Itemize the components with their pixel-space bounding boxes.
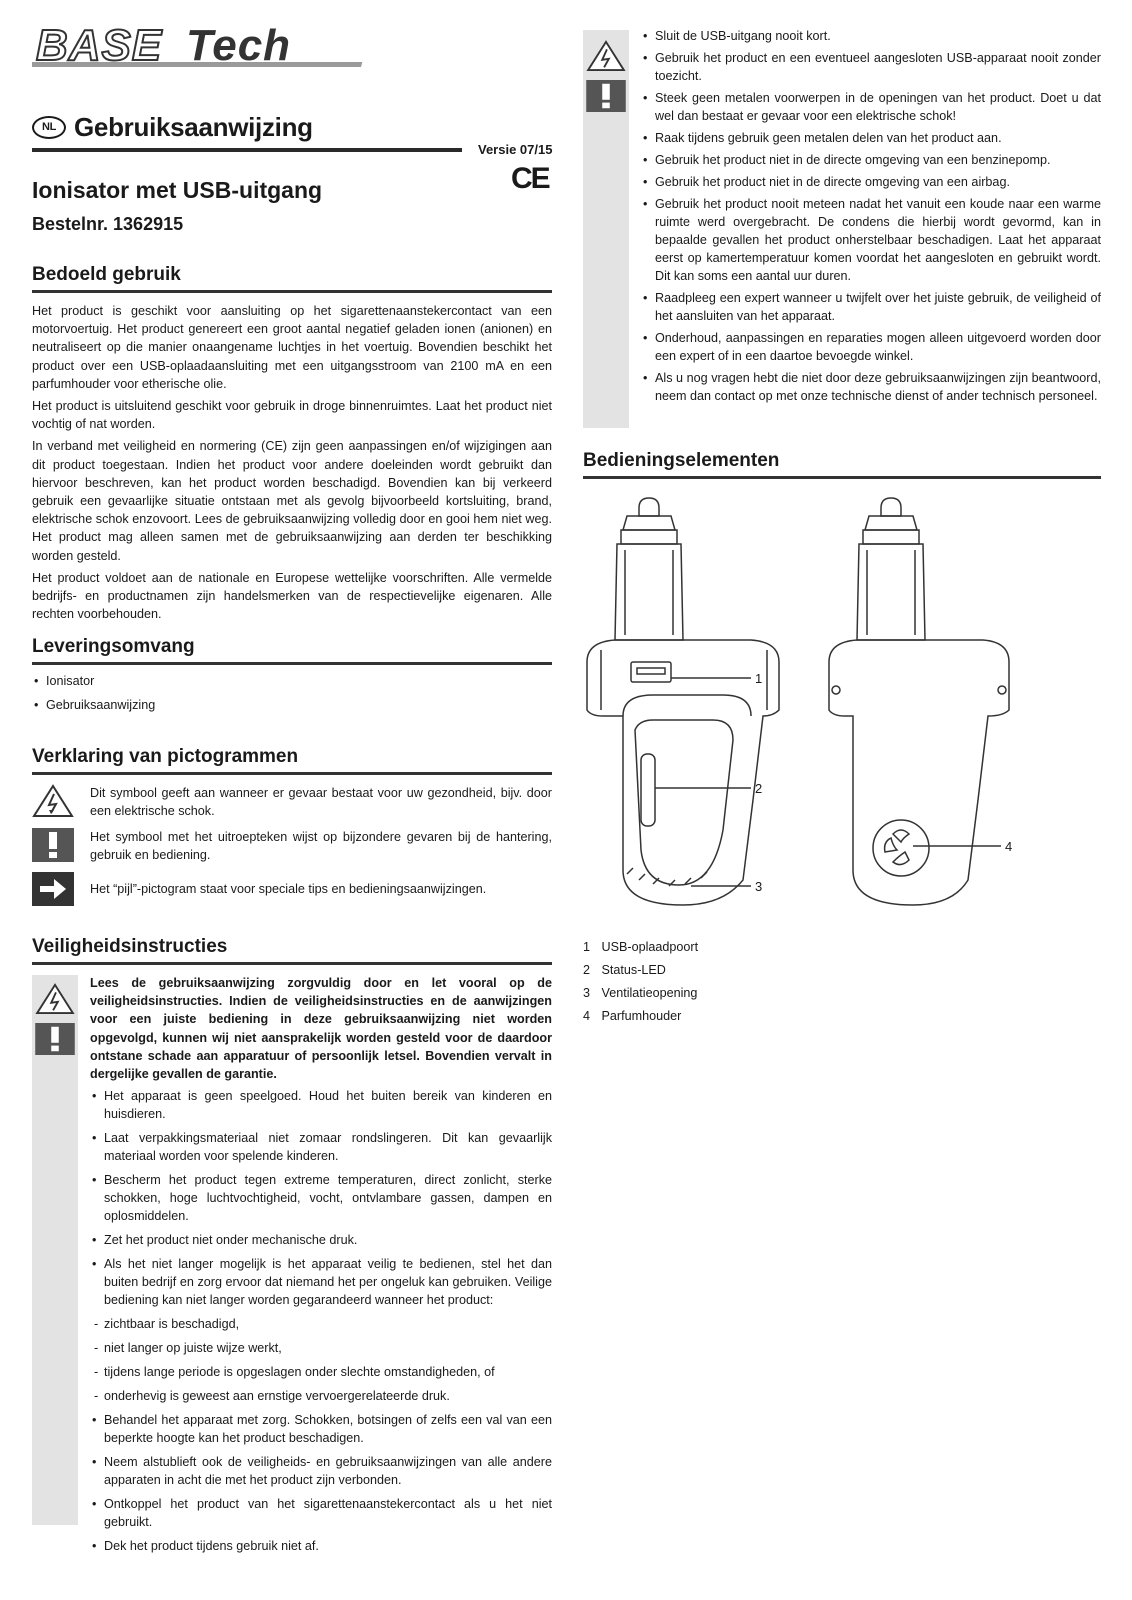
list-item: • Neem alstublieft ook de veiligheids- en gebruiksaanwijzingen van alle andere apparaten in acht die met het product zijn verbonden. [90, 1453, 552, 1489]
list-item: • Gebruik het product niet in de directe omgeving van een benzinepomp. [641, 151, 1101, 169]
safety-list-a [90, 1087, 552, 1309]
paragraph: Het product is uitsluitend geschikt voor gebruik in droge binnenruimtes. Laat het product niet vochtig of nat worden. [32, 399, 552, 432]
pictogram-text: Dit symbool geeft aan wanneer er gevaar bestaat voor uw gezondheid, bijv. door een elektrische schok. [90, 786, 552, 818]
safety-dash-list [90, 1315, 552, 1405]
list-item: • Gebruiksaanwijzing [32, 696, 155, 714]
callout-label: 1 [755, 671, 763, 686]
list-item: • Laat verpakkingsmateriaal niet zomaar rondslingeren. Dit kan gevaarlijk materiaal worden voor spelende kinderen. [90, 1129, 552, 1165]
pictogram-text: Het “pijl”-pictogram staat voor speciale tips en bedieningsaanwijzingen. [90, 882, 487, 896]
list-item: • Steek geen metalen voorwerpen in de openingen van het product. Doet u dat wel dan bestaat er gevaar voor een elektrische schok! [641, 89, 1101, 125]
list-item: • Onderhoud, aanpassingen en reparaties mogen alleen uitgevoerd worden door een expert of in een daartoe bevoegde winkel. [641, 329, 1101, 365]
pictogram-row [32, 828, 552, 864]
heading-intended-use: Bedoeld gebruik [32, 264, 552, 293]
callout-label: 2 [755, 781, 763, 796]
legend-number: 2 [583, 963, 591, 977]
device-illustration [583, 490, 1101, 920]
legend-number: 3 [583, 986, 591, 1000]
safety-list-b [90, 1411, 552, 1555]
list-item: • Gebruik het product nooit meteen nadat het vanuit een koude naar een warme ruimte werd overgebracht. De condens die hierbij wordt gevormd, kan in bepaalde gevallen het product onherstelbaar beschadigen. Laat het apparaat eerst op kamertemperatuur komen voordat het aangesloten en gebruikt wordt. Dit kan soms een aantal uur duren. [641, 195, 1101, 285]
list-item: • Als u nog vragen hebt die niet door deze gebruiksaanwijzingen zijn beantwoord, neem dan contact op met onze technische dienst of ander technisch personeel. [641, 369, 1101, 405]
legend-item [583, 982, 698, 1005]
pictogram-row [32, 872, 552, 906]
paragraph: Het product voldoet aan de nationale en Europese wettelijke voorschriften. Alle vermelde bedrijfs- en productnamen zijn handelsmerken van de respectievelijke eigenaren. Alle rechten voorbehouden. [32, 570, 552, 622]
version-label: Versie 07/15 [478, 142, 553, 157]
controls-legend [583, 936, 698, 1028]
dash-item: - onderhevig is geweest aan ernstige vervoergerelateerde druk. [90, 1387, 552, 1405]
manual-title [32, 112, 313, 143]
callout-label: 3 [755, 879, 763, 894]
pictogram-text: Het symbool met het uitroepteken wijst op bijzondere gevaren bij de hantering, gebruik en bediening. [90, 830, 552, 862]
list-item: • Gebruik het product niet in de directe omgeving van een airbag. [641, 173, 1101, 191]
warning-sidebar [583, 30, 629, 428]
legend-label: Status-LED [601, 963, 666, 977]
list-item: • Raak tijdens gebruik geen metalen delen van het product aan. [641, 129, 1101, 147]
paragraph: Het product is geschikt voor aansluiting op het sigarettenaanstekercontact van een motorvoertuig. Het product genereert een groot aantal negatief geladen ionen (anionen) en neutraliseert op die manier onaangename luchtjes in het voertuig. Bovendien beschikt het product over een USB-oplaadaansluiting met een uitgangsstroom van 2100 mA en een parfumhouder voor etherische olie. [32, 304, 552, 391]
legend-label: Parfumhouder [601, 1009, 682, 1023]
warning-sidebar [32, 975, 78, 1525]
list-item: • Raadpleeg een expert wanneer u twijfelt over het juiste gebruik, de veiligheid of het aansluiten van het apparaat. [641, 289, 1101, 325]
legend-label: Ventilatieopening [601, 986, 698, 1000]
legend-label: USB-oplaadpoort [601, 940, 699, 954]
legend-item [583, 1005, 698, 1028]
exclamation-icon [35, 1023, 75, 1055]
product-title: Ionisator met USB-uitgang [32, 177, 323, 203]
scope-list [32, 672, 155, 720]
list-item: • Dek het product tijdens gebruik niet af. [90, 1537, 552, 1555]
ce-mark: CE [511, 162, 549, 195]
manual-title-text: Gebruiksaanwijzing [74, 112, 313, 142]
lightning-warning-icon [586, 40, 626, 72]
dash-item: - zichtbaar is beschadigd, [90, 1315, 552, 1333]
lightning-warning-icon [32, 784, 74, 818]
list-item: • Bescherm het product tegen extreme temperaturen, direct zonlicht, sterke schokken, hoge luchtvochtigheid, vocht, ontvlambare gassen, dampen en oplosmiddelen. [90, 1171, 552, 1225]
order-number: Bestelnr. 1362915 [32, 214, 184, 234]
safety-list-c [641, 27, 1101, 405]
heading-safety: Veiligheidsinstructies [32, 936, 552, 965]
paragraph: In verband met veiligheid en normering (CE) zijn geen aanpassingen en/of wijzigingen aan dit product toegestaan. Indien het product voor andere doeleinden wordt gebruikt dan hiervoor beschreven, kan het product worden beschadigd. Bovendien kan bij verkeerd gebruik een gevaarlijke situatie ontstaan met als gevolg bijvoorbeeld kortsluiting, brand, elektrische schok enzovoort. Lees de gebruiksaanwijzing volledig door en gooi hem niet weg. Het product mag alleen samen met de gebruiksaanwijzing aan derden ter beschikking worden gesteld. [32, 439, 552, 563]
legend-number: 4 [583, 1009, 591, 1023]
lightning-warning-icon [35, 983, 75, 1015]
safety-block-continued [641, 27, 1101, 409]
safety-intro: Lees de gebruiksaanwijzing zorgvuldig door en let vooral op de veiligheidsinstructies. Indien de veiligheidsinstructies en de aanwijzingen voor een juiste bediening in deze gebruiksaanwijzing niet worden opgevolgd, kunnen wij niet aansprakelijk worden gesteld voor de daardoor ontstane schade aan apparatuur of persoonlijk letsel. Bovendien vervalt in dergelijke gevallen de garantie. [90, 976, 552, 1082]
safety-block [90, 974, 552, 1561]
list-item: • Het apparaat is geen speelgoed. Houd het buiten bereik van kinderen en huisdieren. [90, 1087, 552, 1123]
heading-controls: Bedieningselementen [583, 450, 1101, 479]
svg-text:Tech: Tech [186, 26, 292, 70]
list-item: • Gebruik het product en een eventueel aangesloten USB-apparaat nooit zonder toezicht. [641, 49, 1101, 85]
heading-pictograms: Verklaring van pictogrammen [32, 746, 552, 775]
legend-item [583, 959, 698, 982]
exclamation-icon [32, 828, 74, 862]
arrow-icon [32, 872, 74, 906]
callout-label: 4 [1005, 839, 1013, 854]
list-item: • Behandel het apparaat met zorg. Schokken, botsingen of zelfs een val van een beperkte hoogte kan het product beschadigen. [90, 1411, 552, 1447]
list-item: • Als het niet langer mogelijk is het apparaat veilig te bedienen, stel het dan buiten bedrijf en zorg ervoor dat niemand het per ongeluk kan gebruiken. Veilige bediening kan niet langer worden gegarandeerd wanneer het product: [90, 1255, 552, 1309]
legend-number: 1 [583, 940, 591, 954]
list-item: • Zet het product niet onder mechanische druk. [90, 1231, 552, 1249]
dash-item: - niet langer op juiste wijze werkt, [90, 1339, 552, 1357]
intended-use-text [32, 302, 552, 627]
language-badge: NL [32, 116, 66, 139]
list-item: • Sluit de USB-uitgang nooit kort. [641, 27, 1101, 45]
legend-item [583, 936, 698, 959]
title-rule [32, 148, 462, 152]
pictogram-row [32, 784, 552, 820]
heading-scope: Leveringsomvang [32, 636, 552, 665]
svg-text:BASE: BASE [36, 26, 163, 70]
exclamation-icon [586, 80, 626, 112]
list-item: • Ionisator [32, 672, 155, 690]
list-item: • Ontkoppel het product van het sigarettenaanstekercontact als u het niet gebruikt. [90, 1495, 552, 1531]
basetech-logo [32, 26, 380, 74]
dash-item: - tijdens lange periode is opgeslagen onder slechte omstandigheden, of [90, 1363, 552, 1381]
